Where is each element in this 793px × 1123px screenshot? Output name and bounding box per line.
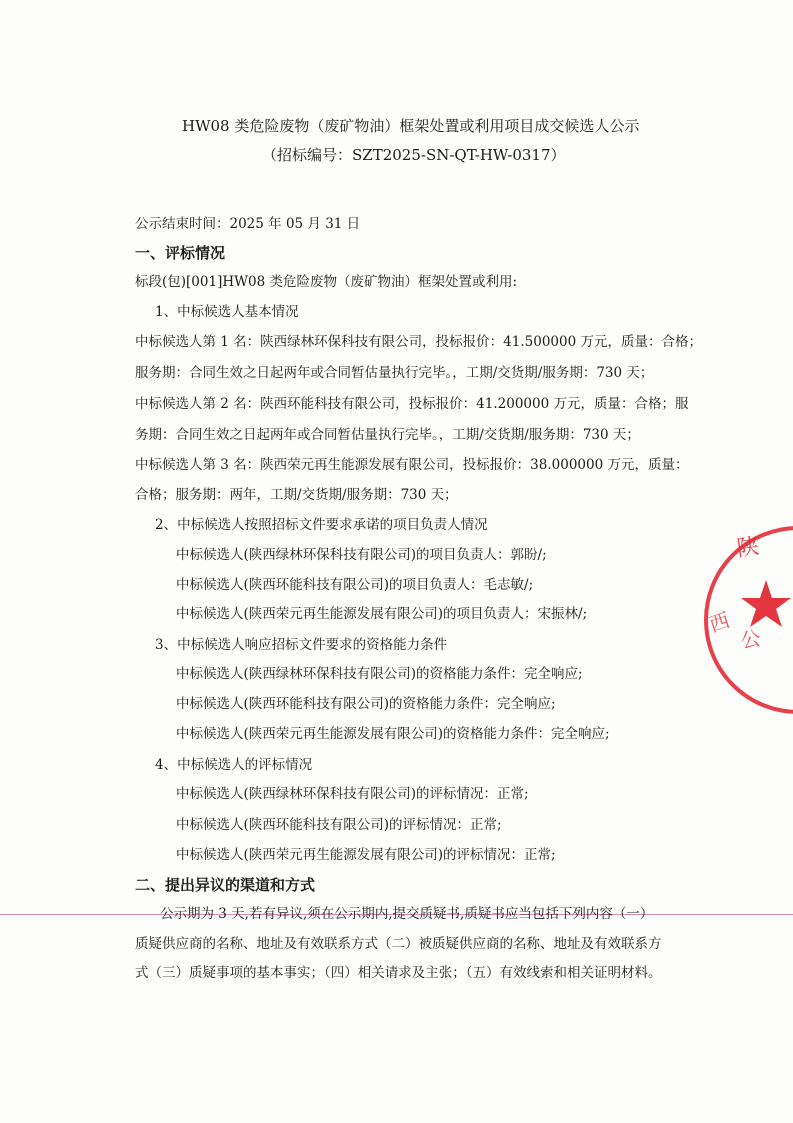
lot-description: 标段(包)[001]HW08 类危险废物（废矿物油）框架处置或利用: (135, 274, 518, 290)
svg-text:西: 西 (706, 607, 733, 637)
candidate-line: 合格；服务期：两年，工期/交货期/服务期：730 天； (135, 487, 458, 503)
evaluation-line: 中标候选人(陕西环能科技有限公司)的评标情况：正常; (176, 817, 502, 833)
sub3-heading: 3、中标候选人响应招标文件要求的资格能力条件 (155, 637, 448, 653)
project-leader-line: 中标候选人(陕西绿林环保科技有限公司)的项目负责人：郭盼/; (176, 547, 547, 563)
sub1-heading: 1、中标候选人基本情况 (155, 304, 299, 320)
candidate-line: 中标候选人第 2 名：陕西环能科技有限公司，投标报价：41.200000 万元，质量：合格；服 (135, 396, 689, 412)
project-leader-line: 中标候选人(陕西荣元再生能源发展有限公司)的项目负责人：宋振林/; (176, 606, 588, 622)
svg-text:陕: 陕 (735, 534, 761, 562)
project-leader-line: 中标候选人(陕西环能科技有限公司)的项目负责人：毛志敏/; (176, 577, 534, 593)
qualification-line: 中标候选人(陕西绿林环保科技有限公司)的资格能力条件：完全响应; (176, 666, 583, 682)
svg-text:公: 公 (738, 625, 763, 653)
candidate-line: 服务期：合同生效之日起两年或合同暂估量执行完毕。，工期/交货期/服务期：730 天； (135, 365, 654, 381)
document-title: HW08 类危险废物（废矿物油）框架处置或利用项目成交候选人公示 (182, 117, 640, 135)
evaluation-line: 中标候选人(陕西绿林环保科技有限公司)的评标情况：正常; (176, 786, 529, 802)
section2-heading: 二、提出异议的渠道和方式 (135, 876, 316, 894)
qualification-line: 中标候选人(陕西环能科技有限公司)的资格能力条件：完全响应; (176, 696, 556, 712)
sub4-heading: 4、中标候选人的评标情况 (155, 757, 313, 773)
objection-line: 式（三）质疑事项的基本事实；（四）相关请求及主张；（五）有效线索和相关证明材料。 (135, 965, 662, 981)
candidate-line: 中标候选人第 3 名：陕西荣元再生能源发展有限公司，投标报价：38.000000 万元，质量： (135, 457, 689, 473)
section1-heading: 一、评标情况 (135, 244, 226, 262)
announcement-end-time: 公示结束时间：2025 年 05 月 31 日 (135, 216, 361, 232)
candidate-line: 中标候选人第 1 名：陕西绿林环保科技有限公司，投标报价：41.500000 万元，质量：合格； (135, 334, 702, 350)
sub2-heading: 2、中标候选人按照招标文件要求承诺的项目负责人情况 (155, 517, 488, 533)
qualification-line: 中标候选人(陕西荣元再生能源发展有限公司)的资格能力条件：完全响应; (176, 726, 610, 742)
official-seal (698, 520, 793, 720)
objection-line: 质疑供应商的名称、地址及有效联系方式（二）被质疑供应商的名称、地址及有效联系方 (135, 936, 662, 952)
objection-line: 公示期为 3 天,若有异议,须在公示期内,提交质疑书,质疑书应当包括下列内容（一） (160, 906, 654, 922)
evaluation-line: 中标候选人(陕西荣元再生能源发展有限公司)的评标情况：正常; (176, 847, 556, 863)
tender-number: （招标编号：SZT2025-SN-QT-HW-0317） (262, 146, 566, 164)
candidate-line: 务期：合同生效之日起两年或合同暂估量执行完毕。，工期/交货期/服务期：730 天； (135, 427, 640, 443)
